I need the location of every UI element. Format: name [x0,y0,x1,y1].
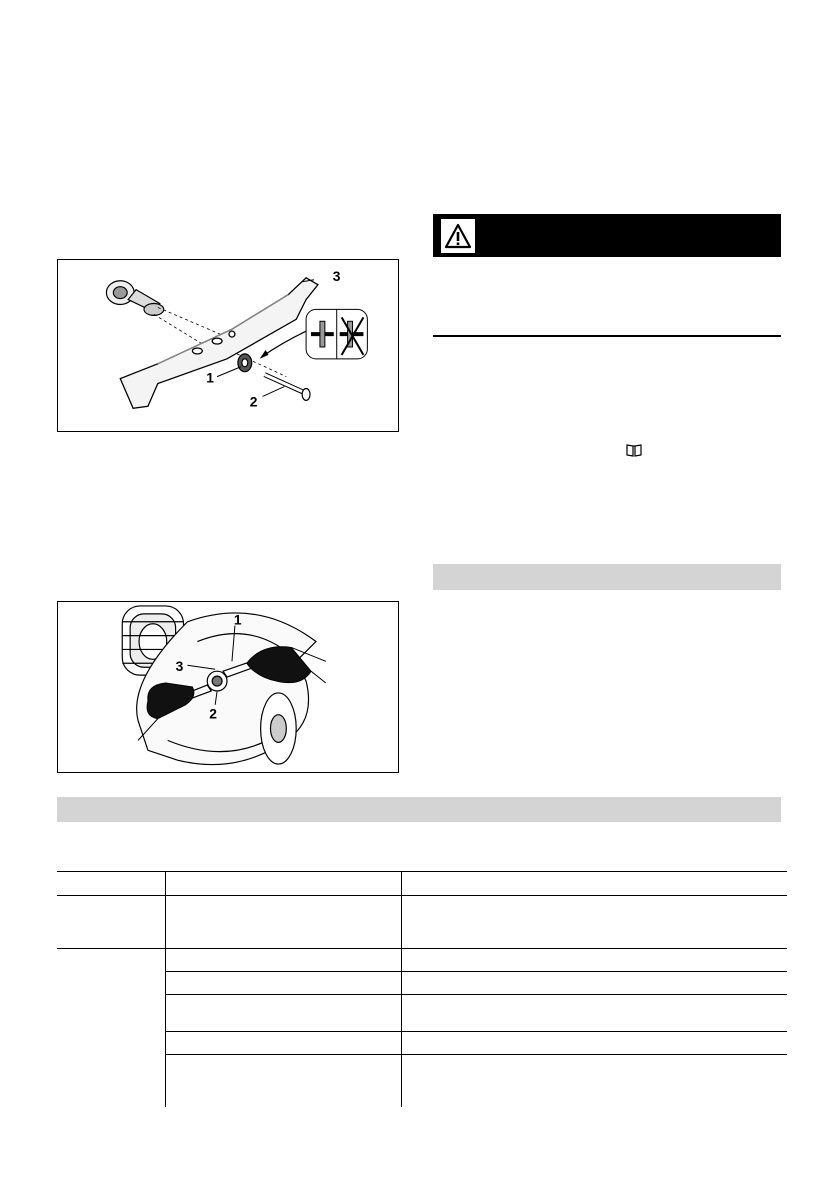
table-cell [165,896,401,949]
table-row [57,896,787,949]
header-cell-fault [57,872,165,896]
table-row [57,949,787,972]
bolt-icon [265,375,310,401]
front-wheel-icon [261,693,297,764]
book-icon [626,443,642,460]
table-row [57,972,787,995]
table-row [57,1055,787,1108]
motor-shaft-icon [106,281,163,316]
callout-1: 1 [206,369,214,386]
blade-bolt-icon [207,671,227,691]
warning-icon-box [441,219,475,253]
callout-1: 1 [233,611,242,628]
troubleshooting-heading-bar [57,797,781,822]
table-cell [165,995,401,1032]
section-heading-bar [433,564,781,590]
table-cell [165,1055,401,1108]
correct-incorrect-washer-orientation-icon [306,309,367,358]
table-cell [165,972,401,995]
table-cell [401,896,787,949]
table-cell [57,949,165,1108]
table-header-row [57,872,787,896]
table-row [57,995,787,1032]
callout-2: 2 [209,705,217,722]
table-cell [401,972,787,995]
table-cell [57,896,165,949]
header-cell-cause [165,872,401,896]
table-row [57,1032,787,1055]
header-cell-remedy [401,872,787,896]
blade-tightening-illustration [58,602,398,772]
warning-header-bar [433,214,781,257]
table-cell [165,1032,401,1055]
blade-assembly-figure [57,259,399,432]
table-cell [165,949,401,972]
table-cell [401,1032,787,1055]
table-cell [401,949,787,972]
table-cell [401,995,787,1032]
table-cell [401,1055,787,1108]
warning-triangle-icon [444,223,472,249]
troubleshooting-table [57,871,787,1107]
section-divider-rule [433,335,781,337]
blade-assembly-illustration [58,260,398,431]
callout-2: 2 [249,393,258,410]
blade-tightening-figure [57,601,399,773]
callout-3: 3 [175,658,184,675]
washer-icon [238,354,252,372]
callout-3: 3 [332,267,341,284]
